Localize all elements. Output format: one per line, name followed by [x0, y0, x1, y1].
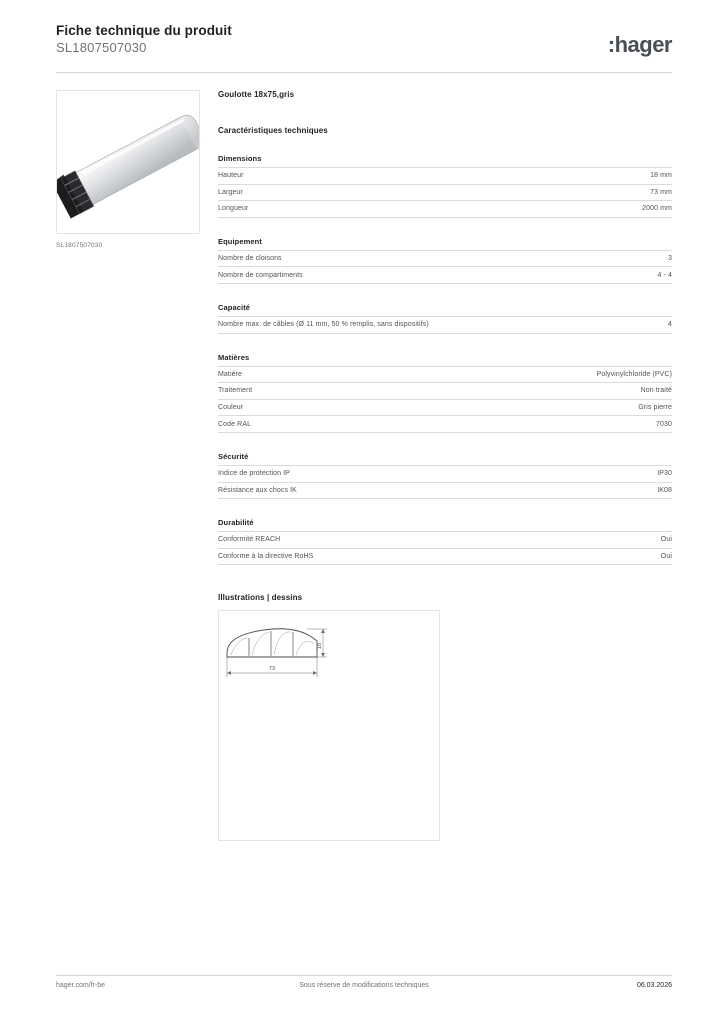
cross-section-drawing [219, 611, 439, 840]
footer-date: 06.03.2026 [636, 982, 672, 989]
spec-table [218, 366, 672, 433]
group-title: Sécurité [218, 451, 249, 461]
spec-label: Nombre de cloisons [218, 255, 282, 263]
spec-value: 7030 [656, 420, 672, 428]
spec-group-securite [218, 452, 672, 499]
group-title: Dimensions [218, 154, 262, 163]
footer-divider [56, 975, 672, 976]
product-image [56, 90, 200, 234]
product-name: Goulotte 18x75,gris [218, 90, 295, 99]
table-row [218, 416, 672, 433]
header-divider [56, 72, 672, 73]
spec-value: Gris pierre [638, 404, 672, 412]
spec-value: Oui [660, 536, 672, 544]
product-image-caption: SL1807507030 [56, 242, 103, 249]
group-title: Capacité [218, 302, 251, 312]
spec-value: Polyvinylchloride (PVC) [596, 370, 672, 378]
spec-label: Couleur [218, 404, 244, 412]
table-row [218, 482, 672, 499]
spec-label: Nombre de compartiments [218, 271, 303, 279]
spec-group-dimensions [218, 154, 672, 218]
spec-value: 73 mm [650, 188, 672, 196]
spec-value: 18 mm [650, 172, 672, 180]
table-row [218, 184, 672, 201]
table-row [218, 316, 672, 333]
group-title: Matières [218, 352, 250, 362]
spec-label: Code RAL [218, 420, 252, 428]
spec-label: Conformité REACH [218, 536, 281, 544]
spec-table [218, 465, 672, 499]
spec-value: Non traité [640, 387, 672, 395]
table-row [218, 267, 672, 284]
drawing-height-label: 18 [317, 643, 323, 650]
footer-website-link[interactable]: hager.com/fr-be [56, 982, 106, 989]
spec-value: 4 [668, 321, 672, 329]
hager-logo: :hager [607, 32, 672, 57]
trunking-profile-illustration [57, 91, 199, 233]
spec-table [218, 531, 672, 565]
spec-table [218, 250, 672, 284]
page-footer [56, 982, 672, 996]
table-row [218, 548, 672, 565]
spec-group-durabilite [218, 518, 672, 565]
specifications-content [218, 90, 672, 841]
spec-label: Traitement [218, 387, 253, 395]
table-row [218, 250, 672, 267]
spec-value: IP30 [657, 470, 672, 478]
table-row [218, 399, 672, 416]
table-row [218, 201, 672, 218]
spec-table [218, 167, 672, 218]
footer-disclaimer: Sous réserve de modifications techniques [299, 982, 429, 989]
technical-drawing-box [218, 610, 440, 841]
spec-label: Matière [218, 370, 243, 378]
page-title: Fiche technique du produit [56, 23, 232, 38]
spec-group-capacite [218, 303, 672, 334]
spec-value: 4 - 4 [657, 271, 672, 279]
spec-label: Longueur [218, 205, 249, 213]
table-row [218, 168, 672, 185]
spec-label: Conforme à la directive RoHS [218, 553, 314, 561]
table-row [218, 383, 672, 400]
drawings-section-title: Illustrations | dessins [218, 593, 303, 603]
product-reference: SL1807507030 [56, 40, 147, 55]
spec-value: Oui [660, 553, 672, 561]
specs-section-title: Caractéristiques techniques [218, 126, 328, 135]
spec-value: 2000 mm [642, 205, 672, 213]
spec-label: Indice de protection IP [218, 470, 290, 478]
drawing-width-label: 73 [268, 666, 276, 673]
spec-group-equipement [218, 237, 672, 284]
table-row [218, 532, 672, 549]
group-title: Durabilité [218, 518, 254, 528]
table-row [218, 465, 672, 482]
spec-label: Nombre max. de câbles (Ø 11 mm, 50 % remplis, sans dispositifs) [218, 321, 429, 329]
page-header [56, 22, 672, 66]
group-title: Equipement [218, 236, 262, 246]
spec-label: Largeur [218, 188, 243, 196]
spec-label: Hauteur [218, 172, 244, 180]
table-row [218, 366, 672, 383]
spec-table [218, 316, 672, 334]
spec-value: 3 [668, 255, 672, 263]
spec-group-matieres [218, 353, 672, 433]
spec-value: IK08 [657, 486, 672, 494]
spec-label: Résistance aux chocs IK [218, 486, 297, 494]
